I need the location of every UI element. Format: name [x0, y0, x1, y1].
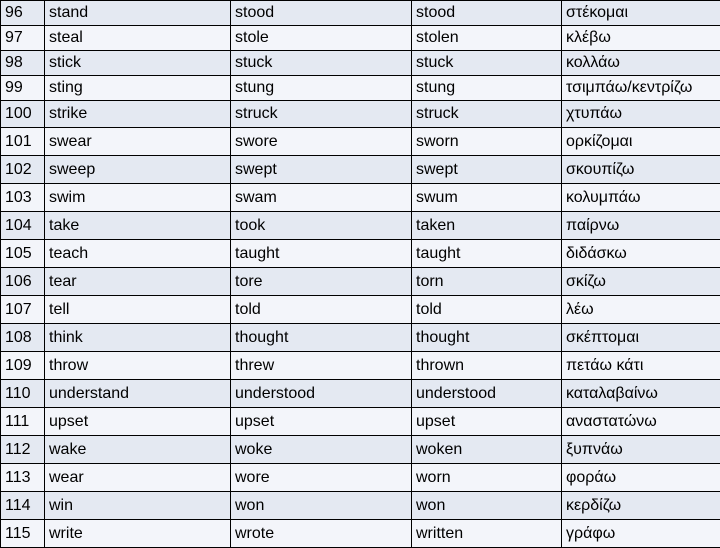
verb-number-cell: 107: [1, 296, 45, 324]
past-participle-cell: won: [412, 492, 562, 520]
table-row: [1, 436, 720, 464]
past-simple-cell: swam: [231, 184, 412, 212]
verb-number-cell: 109: [1, 352, 45, 380]
past-participle-cell: upset: [412, 408, 562, 436]
table-row: [1, 212, 720, 240]
past-participle-cell: understood: [412, 380, 562, 408]
past-participle-cell: taught: [412, 240, 562, 268]
past-participle-cell: thought: [412, 324, 562, 352]
past-simple-cell: stung: [231, 76, 412, 101]
verb-number-cell: 114: [1, 492, 45, 520]
verb-number-cell: 108: [1, 324, 45, 352]
base-form-cell: tear: [45, 268, 231, 296]
greek-translation-cell: αναστατώνω: [562, 408, 720, 436]
verb-number-cell: 110: [1, 380, 45, 408]
table-row: [1, 26, 720, 51]
base-form-cell: swim: [45, 184, 231, 212]
verb-number-cell: 102: [1, 156, 45, 184]
past-participle-cell: written: [412, 520, 562, 548]
verb-number-cell: 103: [1, 184, 45, 212]
greek-translation-cell: χτυπάω: [562, 101, 720, 128]
verb-number-cell: 104: [1, 212, 45, 240]
past-participle-cell: taken: [412, 212, 562, 240]
greek-translation-cell: στέκομαι: [562, 1, 720, 26]
greek-translation-cell: τσιμπάω/κεντρίζω: [562, 76, 720, 101]
verb-number-cell: 111: [1, 408, 45, 436]
table-row: [1, 296, 720, 324]
base-form-cell: understand: [45, 380, 231, 408]
greek-translation-cell: φοράω: [562, 464, 720, 492]
past-participle-cell: thrown: [412, 352, 562, 380]
table-row: [1, 1, 720, 26]
greek-translation-cell: κλέβω: [562, 26, 720, 51]
greek-translation-cell: λέω: [562, 296, 720, 324]
verb-number-cell: 96: [1, 1, 45, 26]
table-row: [1, 184, 720, 212]
table-row: [1, 101, 720, 128]
past-simple-cell: threw: [231, 352, 412, 380]
past-simple-cell: stole: [231, 26, 412, 51]
past-simple-cell: stuck: [231, 51, 412, 76]
past-simple-cell: struck: [231, 101, 412, 128]
past-participle-cell: told: [412, 296, 562, 324]
base-form-cell: strike: [45, 101, 231, 128]
base-form-cell: sweep: [45, 156, 231, 184]
base-form-cell: write: [45, 520, 231, 548]
base-form-cell: sting: [45, 76, 231, 101]
table-row: [1, 128, 720, 156]
past-simple-cell: won: [231, 492, 412, 520]
table-row: [1, 380, 720, 408]
greek-translation-cell: καταλαβαίνω: [562, 380, 720, 408]
past-simple-cell: wore: [231, 464, 412, 492]
greek-translation-cell: ξυπνάω: [562, 436, 720, 464]
verb-number-cell: 100: [1, 101, 45, 128]
table-row: [1, 240, 720, 268]
table-row: [1, 520, 720, 548]
greek-translation-cell: κολλάω: [562, 51, 720, 76]
base-form-cell: think: [45, 324, 231, 352]
base-form-cell: take: [45, 212, 231, 240]
past-simple-cell: swore: [231, 128, 412, 156]
verb-table-body: [1, 1, 720, 548]
greek-translation-cell: γράφω: [562, 520, 720, 548]
past-simple-cell: wrote: [231, 520, 412, 548]
verb-number-cell: 97: [1, 26, 45, 51]
past-participle-cell: stuck: [412, 51, 562, 76]
past-participle-cell: sworn: [412, 128, 562, 156]
past-participle-cell: stung: [412, 76, 562, 101]
base-form-cell: wear: [45, 464, 231, 492]
past-participle-cell: swum: [412, 184, 562, 212]
greek-translation-cell: κολυμπάω: [562, 184, 720, 212]
past-participle-cell: swept: [412, 156, 562, 184]
past-simple-cell: woke: [231, 436, 412, 464]
verb-number-cell: 115: [1, 520, 45, 548]
base-form-cell: teach: [45, 240, 231, 268]
past-simple-cell: stood: [231, 1, 412, 26]
table-row: [1, 76, 720, 101]
verb-number-cell: 113: [1, 464, 45, 492]
base-form-cell: stand: [45, 1, 231, 26]
verb-number-cell: 106: [1, 268, 45, 296]
past-participle-cell: stood: [412, 1, 562, 26]
greek-translation-cell: σκουπίζω: [562, 156, 720, 184]
table-row: [1, 352, 720, 380]
table-row: [1, 268, 720, 296]
greek-translation-cell: κερδίζω: [562, 492, 720, 520]
past-participle-cell: torn: [412, 268, 562, 296]
greek-translation-cell: σκέπτομαι: [562, 324, 720, 352]
table-row: [1, 408, 720, 436]
past-simple-cell: taught: [231, 240, 412, 268]
base-form-cell: win: [45, 492, 231, 520]
greek-translation-cell: διδάσκω: [562, 240, 720, 268]
verb-number-cell: 112: [1, 436, 45, 464]
table-row: [1, 324, 720, 352]
base-form-cell: tell: [45, 296, 231, 324]
table-row: [1, 492, 720, 520]
base-form-cell: swear: [45, 128, 231, 156]
past-simple-cell: upset: [231, 408, 412, 436]
verb-number-cell: 99: [1, 76, 45, 101]
past-participle-cell: stolen: [412, 26, 562, 51]
verb-number-cell: 101: [1, 128, 45, 156]
table-row: [1, 156, 720, 184]
past-simple-cell: thought: [231, 324, 412, 352]
base-form-cell: upset: [45, 408, 231, 436]
base-form-cell: throw: [45, 352, 231, 380]
past-participle-cell: struck: [412, 101, 562, 128]
greek-translation-cell: πετάω κάτι: [562, 352, 720, 380]
past-participle-cell: woken: [412, 436, 562, 464]
verb-number-cell: 98: [1, 51, 45, 76]
past-simple-cell: understood: [231, 380, 412, 408]
table-row: [1, 464, 720, 492]
greek-translation-cell: παίρνω: [562, 212, 720, 240]
base-form-cell: steal: [45, 26, 231, 51]
past-simple-cell: told: [231, 296, 412, 324]
base-form-cell: wake: [45, 436, 231, 464]
past-participle-cell: worn: [412, 464, 562, 492]
base-form-cell: stick: [45, 51, 231, 76]
past-simple-cell: swept: [231, 156, 412, 184]
greek-translation-cell: ορκίζομαι: [562, 128, 720, 156]
table-row: [1, 51, 720, 76]
past-simple-cell: tore: [231, 268, 412, 296]
verb-number-cell: 105: [1, 240, 45, 268]
past-simple-cell: took: [231, 212, 412, 240]
greek-translation-cell: σκίζω: [562, 268, 720, 296]
